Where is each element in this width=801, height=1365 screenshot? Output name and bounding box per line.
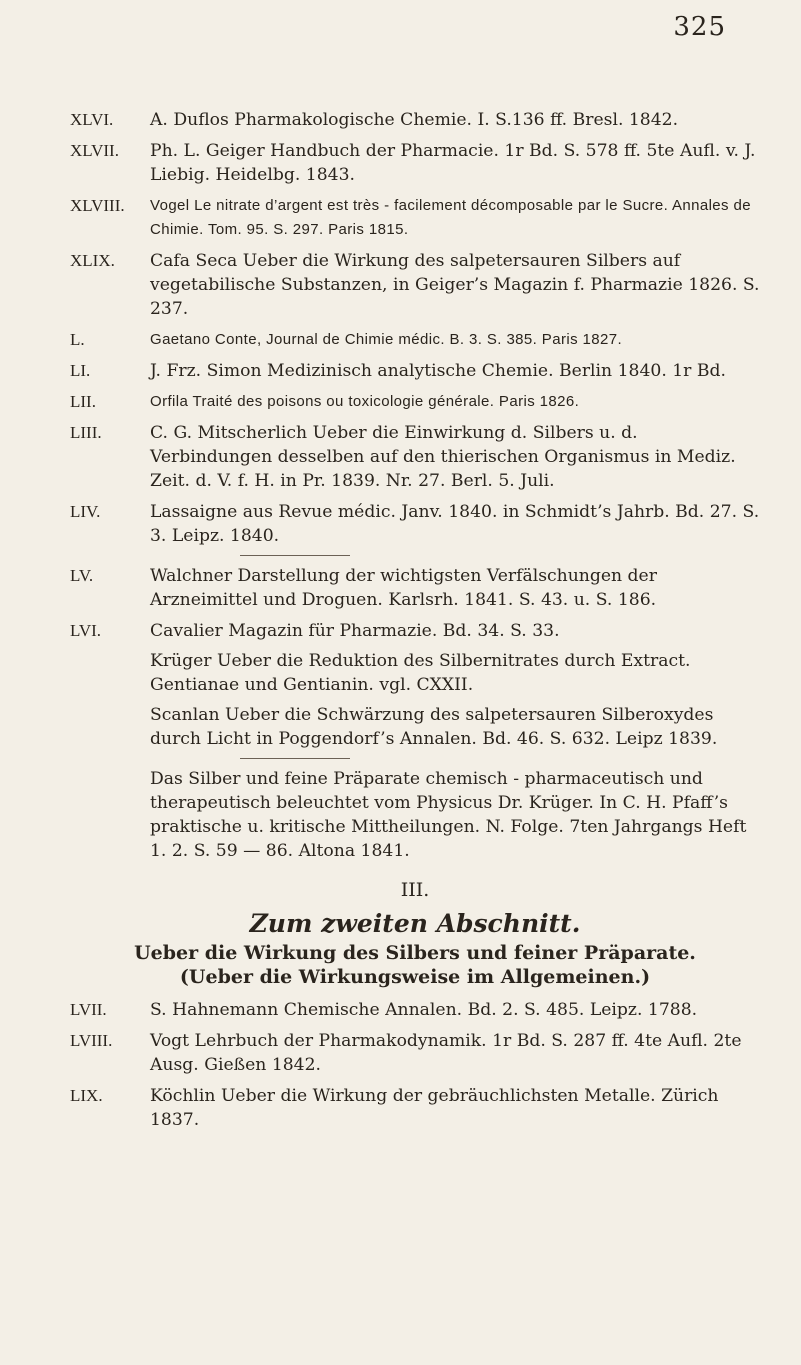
divider-rule <box>240 758 350 759</box>
reference-number: LIV. <box>70 502 101 521</box>
reference-entry <box>70 1084 760 1132</box>
reference-list <box>70 108 760 1139</box>
reference-entry <box>70 998 760 1022</box>
reference-text: Ph. L. Geiger Handbuch der Pharmacie. 1r Bd. S. 578 ff. 5te Aufl. v. J. Liebig. Heidelbg. 1843. <box>150 141 756 185</box>
reference-number: LIX. <box>70 1086 103 1105</box>
reference-text: Vogt Lehrbuch der Pharmakodynamik. 1r Bd. S. 287 ff. 4te Aufl. 2te Ausg. Gießen 1842. <box>150 1031 742 1075</box>
divider-rule <box>240 555 350 556</box>
reference-text: C. G. Mitscherlich Ueber die Einwirkung d. Silbers u. d. Verbindungen desselben auf den thierischen Organismus in Mediz. Zeit. d. V. f. H. in Pr. 1839. Nr. 27. Berl. 5. Juli. <box>150 423 736 491</box>
reference-number: LVI. <box>70 621 102 640</box>
reference-text: A. Duflos Pharmakologische Chemie. I. S.136 ff. Bresl. 1842. <box>150 110 679 130</box>
section-subtitle: Ueber die Wirkung des Silbers und feiner Präparate. <box>134 942 696 964</box>
reference-text: Cafa Seca Ueber die Wirkung des salpetersauren Silbers auf vegetabilische Substanzen, in Geiger’s Magazin f. Pharmazie 1826. S. 237. <box>150 251 760 319</box>
reference-entry <box>70 194 760 242</box>
reference-number <box>70 767 150 863</box>
reference-number: L. <box>70 330 85 349</box>
reference-number: LI. <box>70 361 91 380</box>
reference-paragraph: Cavalier Magazin für Pharmazie. Bd. 34. S. 33. <box>150 621 560 641</box>
reference-text: Das Silber und feine Präparate chemisch - pharmaceutisch und therapeutisch beleuchtet vom Physicus Dr. Krüger. In C. H. Pfaff’s praktische u. kritische Mittheilungen. N. Folge. 7ten Jahrgangs Heft 1. 2. S. 59 — 86. Altona 1841. <box>150 769 747 861</box>
section-title: Zum zweiten Abschnitt. <box>249 909 581 938</box>
reference-number: XLIX. <box>70 251 115 270</box>
reference-entry <box>70 328 760 352</box>
reference-paragraph: Krüger Ueber die Reduktion des Silbernitrates durch Extract. Gentianae und Gentianin. vgl. CXXII. <box>150 651 691 695</box>
reference-text: J. Frz. Simon Medizinisch analytische Chemie. Berlin 1840. 1r Bd. <box>150 361 726 381</box>
reference-entry <box>70 564 760 612</box>
reference-text: Vogel Le nitrate d’argent est très - facilement décomposable par le Sucre. Annales de Chimie. Tom. 95. S. 297. Paris 1815. <box>150 197 752 238</box>
reference-number: LVII. <box>70 1000 107 1019</box>
reference-text: Orfila Traité des poisons ou toxicologie générale. Paris 1826. <box>150 393 580 410</box>
reference-number: XLVI. <box>70 110 114 129</box>
reference-entry <box>70 359 760 383</box>
page-number: 325 <box>673 12 726 42</box>
reference-entry <box>70 1029 760 1077</box>
reference-paragraph: Scanlan Ueber die Schwärzung des salpetersauren Silberoxydes durch Licht in Poggendorf’s Annalen. Bd. 46. S. 632. Leipz 1839. <box>150 705 718 749</box>
reference-entry <box>70 500 760 548</box>
reference-text: Gaetano Conte, Journal de Chimie médic. B. 3. S. 385. Paris 1827. <box>150 331 623 348</box>
reference-entry <box>70 767 760 863</box>
reference-entry <box>70 249 760 321</box>
reference-number: LIII. <box>70 423 102 442</box>
reference-number: XLVII. <box>70 141 119 160</box>
reference-text: Köchlin Ueber die Wirkung der gebräuchlichsten Metalle. Zürich 1837. <box>150 1086 719 1130</box>
reference-text <box>150 619 760 751</box>
reference-entry <box>70 390 760 414</box>
reference-number: XLVIII. <box>70 196 125 215</box>
section-note: (Ueber die Wirkungsweise im Allgemeinen.) <box>179 966 651 988</box>
reference-number: LII. <box>70 392 96 411</box>
reference-entry <box>70 619 760 751</box>
reference-number: LVIII. <box>70 1031 113 1050</box>
reference-entry <box>70 108 760 132</box>
reference-number: LV. <box>70 566 94 585</box>
reference-text: Walchner Darstellung der wichtigsten Verfälschungen der Arzneimittel und Droguen. Karlsrh. 1841. S. 43. u. S. 186. <box>150 566 657 610</box>
reference-entry <box>70 139 760 187</box>
reference-text: Lassaigne aus Revue médic. Janv. 1840. in Schmidt’s Jahrb. Bd. 27. S. 3. Leipz. 1840. <box>150 502 760 546</box>
reference-text: S. Hahnemann Chemische Annalen. Bd. 2. S. 485. Leipz. 1788. <box>150 1000 698 1020</box>
section-number: III. <box>400 879 430 901</box>
reference-entry <box>70 421 760 493</box>
